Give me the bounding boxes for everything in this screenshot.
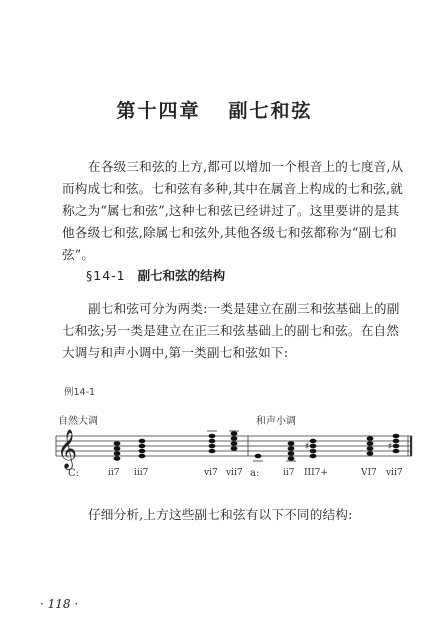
sharp-icon: ♯ xyxy=(305,442,310,452)
example-label: 例14-1 xyxy=(64,387,96,398)
analysis-paragraph: 仔细分析,上方这些副七和弦有以下不同的结构: xyxy=(88,507,353,522)
chord-label: vii7 xyxy=(226,468,243,478)
chapter-title xyxy=(0,96,429,123)
chord-label: III7+ xyxy=(304,468,328,478)
music-staff xyxy=(0,410,429,490)
treble-clef-icon: 𝄞 xyxy=(57,429,78,469)
section-heading xyxy=(86,266,225,284)
major-key-label: 自然大调 xyxy=(58,416,98,427)
intro-paragraph: 在各级三和弦的上方,都可以增加一个根音上的七度音,从而构成七和弦。七和弦有多种,其中在属音上构成的七和弦,就称之为“属七和弦”,这种七和弦已经讲过了。这里要讲的是其他各级七和弦,除属七和弦外,其他各级七和弦都称为“副七和弦”。 xyxy=(62,159,404,262)
chapter-name: 副七和弦 xyxy=(228,100,313,122)
chord-label: ii7 xyxy=(108,468,120,478)
music-example xyxy=(0,410,429,490)
chord-label: VI7 xyxy=(361,468,377,478)
sharp-icon: ♯ xyxy=(388,442,393,452)
minor-chord-notes xyxy=(255,434,400,461)
section-number: §14-1 xyxy=(86,268,126,283)
minor-key-label: 和声小调 xyxy=(256,416,296,427)
chord-label: iii7 xyxy=(134,468,149,478)
chapter-number: 第十四章 xyxy=(116,100,201,122)
minor-key-symbol: a: xyxy=(250,468,260,479)
structure-paragraph: 副七和弦可分为两类:一类是建立在副三和弦基础上的副七和弦;另一类是建立在正三和弦基础上的副七和弦。在自然大调与和声小调中,第一类副七和弦如下: xyxy=(62,301,400,360)
page-number: · 118 · xyxy=(40,597,79,611)
chord-label: ii7 xyxy=(283,468,295,478)
chord-label: vii7 xyxy=(386,468,403,478)
section-title: 副七和弦的结构 xyxy=(137,268,226,283)
major-key-symbol: C: xyxy=(68,468,80,479)
chord-label: vi7 xyxy=(204,468,218,478)
